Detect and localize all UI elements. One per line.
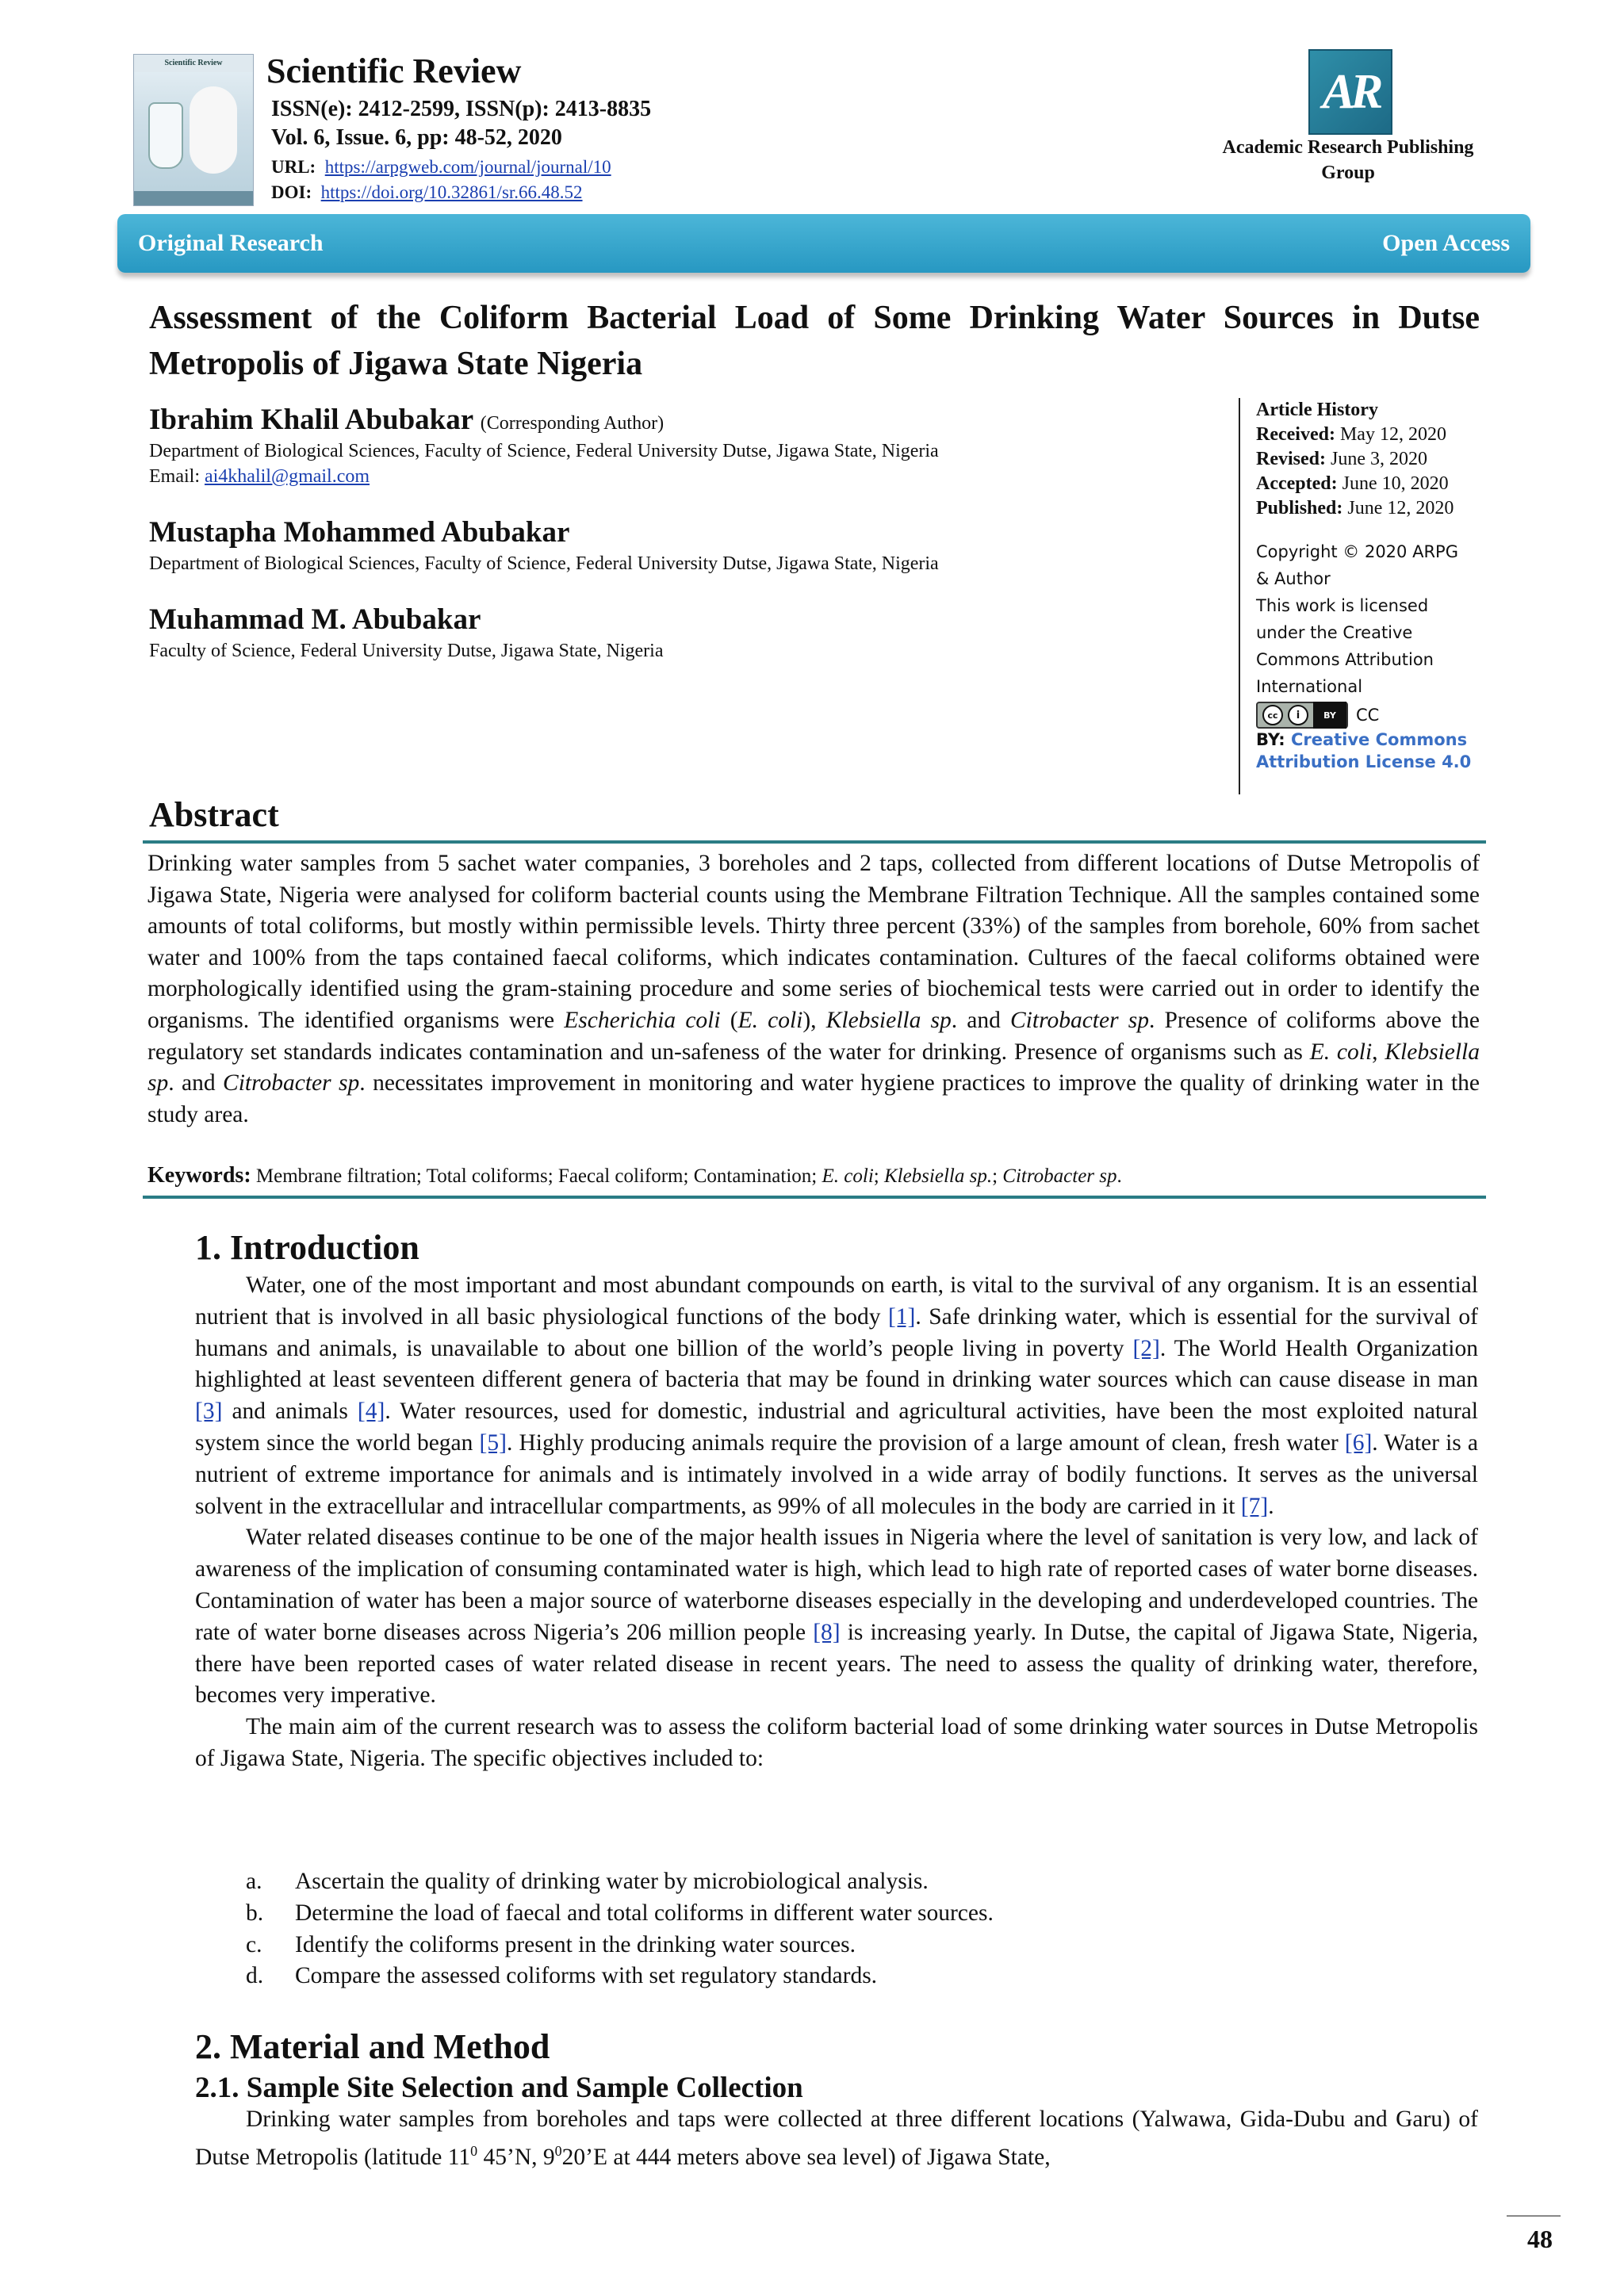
history-received: Received: May 12, 2020 (1256, 424, 1446, 445)
citation-3[interactable]: [3] (195, 1399, 223, 1425)
cc-label: CC (1356, 706, 1380, 725)
citation-2[interactable]: [2] (1132, 1335, 1160, 1361)
abstract-bottom-rule (143, 1196, 1486, 1199)
introduction-text: Water, one of the most important and most abundant compounds on earth, is vital to the survival of any organism. It is an essential nutrient that is involved in all basic physiological functions of the body [1]. Safe drinking water, which is essential for the survival of humans and animals, is unavailable to about one billion of the world’s people living in poverty [2]. The World Health Organization highlighted at least seventeen different genera of bacteria that may be found in drinking water sources which can cause disease in man [3] and animals [4]. Water resources, used for domestic, industrial and agricultural activities, have been the most exploited natural system since the world began [5]. Highly producing animals require the provision of a large amount of clean, fresh water [6]. Water is a nutrient of extreme importance for animals and is intimately involved in a wide array of bodily functions. It serves as the universal solvent in the extracellular and intracellular compartments, as 99% of all molecules in the body are carried in it [7]. Water related diseases continue to be one of the major health issues in Nigeria where the level of sanitation is very low, and lack of awareness of the implication of consuming contaminated water is high, which lead to high rate of reported cases of water borne diseases. Contamination of water has been a major source of waterborne diseases especially in the developing and underdeveloped countries. The rate of water borne diseases across Nigeria’s 206 million people [8] is increasing yearly. In Dutse, the capital of Jigawa State, Nigeria, there have been reported cases of water related disease in recent years. The need to assess the quality of drinking water, therefore, becomes very imperative. The main aim of the current research was to assess the coliform bacterial load of some drinking water sources in Dutse Metropolis of Jigawa State, Nigeria. The specific objectives included to: (195, 1272, 1479, 1771)
abstract-text: Drinking water samples from 5 sachet water companies, 3 boreholes and 2 taps, collected from different locations of Dutse Metropolis of Jigawa State, Nigeria were analysed for coliform bacterial counts using the Membrane Filtration Technique. All the samples contained some amounts of total coliforms, but mostly within permissible levels. Thirty three percent (33%) of the samples from borehole, 60% from sachet water and 100% from the taps contained faecal coliforms, which indicates contamination. Cultures of the faecal coliforms obtained were morphologically identified using the gram-staining procedure and some series of biochemical tests were carried out in order to identify the organisms. The identified organisms were Escherichia coli (E. coli), Klebsiella sp. and Citrobacter sp. Presence of coliforms above the regulatory set standards indicates contamination and un-safeness of the water for drinking. Presence of organisms such as E. coli, Klebsiella sp. and Citrobacter sp. necessitates improvement in monitoring and water hygiene practices to improve the quality of drinking water in the study area. (147, 851, 1480, 1127)
banner-open-access: Open Access (1382, 230, 1510, 256)
method-text: Drinking water samples from boreholes and taps were collected at three different locations (Yalwawa, Gida-Dubu and Garu) of Dutse Metropolis (latitude $11^0$ 45’N, $9^020’E$ at 444 meters above sea level) of Jigawa State, (195, 2107, 1478, 2170)
keywords: Keywords: Membrane filtration; Total coliforms; Faecal coliform; Contamination; E. coli; Klebsiella sp.; Citrobacter sp. (147, 1163, 1122, 1188)
abstract-heading: Abstract (149, 795, 279, 834)
copyright-notice: Copyright © 2020 ARPG & Author This work is licensed under the Creative Commons Attribution International cc i BY CC (1256, 538, 1502, 729)
volume-info: Vol. 6, Issue. 6, pp: 48-52, 2020 (271, 125, 562, 150)
author-3-affiliation: Faculty of Science, Federal University Dutse, Jigawa State, Nigeria (149, 641, 664, 661)
citation-8[interactable]: [8] (813, 1619, 841, 1645)
citation-5[interactable]: [5] (479, 1429, 507, 1456)
author-1-email: Email: ai4khalil@gmail.com (149, 466, 370, 487)
abstract-top-rule (143, 840, 1486, 844)
publisher-logo: AR (1308, 49, 1392, 135)
citation-4[interactable]: [4] (357, 1399, 385, 1425)
list-item: a. Ascertain the quality of drinking water by microbiological analysis. (246, 1869, 929, 1894)
introduction-heading: 1. Introduction (195, 1228, 419, 1267)
history-heading: Article History (1256, 400, 1378, 420)
list-item: c. Identify the coliforms present in the drinking water sources. (246, 1931, 856, 1957)
journal-url-link[interactable]: https://arpgweb.com/journal/journal/10 (324, 157, 611, 177)
license-link[interactable]: BY: Creative Commons (1256, 730, 1468, 749)
journal-title: Scientific Review (266, 52, 522, 90)
history-published: Published: June 12, 2020 (1256, 498, 1454, 519)
article-type-banner (117, 214, 1530, 273)
doi-line: DOI: https://doi.org/10.32861/sr.66.48.52 (271, 182, 583, 202)
author-2: Mustapha Mohammed Abubakar (149, 516, 570, 549)
citation-1[interactable]: [1] (887, 1303, 916, 1330)
list-item: d. Compare the assessed coliforms with set regulatory standards. (246, 1963, 878, 1989)
cover-label: Scientific Review (164, 59, 223, 67)
cc-by-badge-icon: cc i BY (1256, 702, 1348, 729)
author-2-affiliation: Department of Biological Sciences, Faculty of Science, Federal University Dutse, Jigawa State, Nigeria (149, 553, 939, 574)
doi-link[interactable]: https://doi.org/10.32861/sr.66.48.52 (320, 182, 583, 202)
article-history-sidebar (1239, 398, 1502, 794)
citation-7[interactable]: [7] (1240, 1493, 1269, 1519)
issn: ISSN(e): 2412-2599, ISSN(p): 2413-8835 (271, 97, 652, 121)
license-link-2[interactable]: Attribution License 4.0 (1256, 752, 1472, 771)
citation-6[interactable]: [6] (1344, 1429, 1373, 1456)
method-heading: 2. Material and Method (195, 2027, 550, 2066)
author-1: Ibrahim Khalil Abubakar (Corresponding Author) (149, 404, 665, 436)
banner-original-research: Original Research (138, 230, 324, 256)
publisher-name: Academic Research Publishing Group (1222, 137, 1474, 183)
article-title: Assessment of the Coliform Bacterial Load of Some Drinking Water Sources in Dutse Metropolis of Jigawa State Nigeria (149, 300, 1480, 382)
list-item: b. Determine the load of faecal and total coliforms in different water sources. (246, 1900, 994, 1926)
page-number: 48 (1527, 2225, 1553, 2253)
method-subheading: 2.1. Sample Site Selection and Sample Collection (195, 2072, 803, 2104)
author-1-affiliation: Department of Biological Sciences, Faculty of Science, Federal University Dutse, Jigawa State, Nigeria (149, 441, 939, 461)
history-accepted: Accepted: June 10, 2020 (1256, 473, 1449, 494)
url-line: URL: https://arpgweb.com/journal/journal/10 (271, 157, 611, 177)
footer-rule (1507, 2215, 1561, 2217)
objectives-list (246, 1866, 994, 1992)
journal-cover-image (133, 54, 254, 206)
history-revised: Revised: June 3, 2020 (1256, 449, 1427, 469)
author-3: Muhammad M. Abubakar (149, 603, 481, 636)
email-link[interactable]: ai4khalil@gmail.com (204, 466, 370, 487)
